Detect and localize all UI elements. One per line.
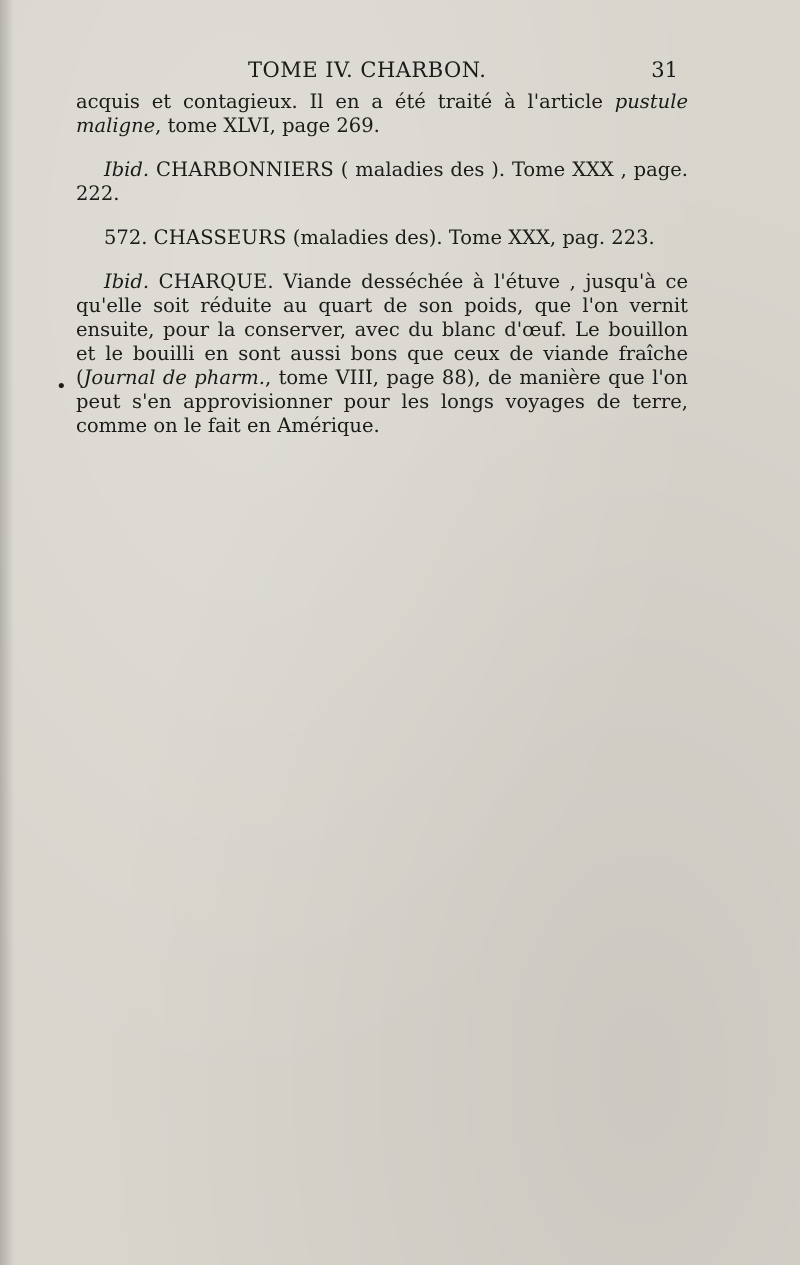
- entry-ref: Ibid.: [104, 270, 150, 293]
- entry-term: CHARQUE.: [158, 270, 274, 293]
- entry-charque: [76, 270, 688, 438]
- entry-text: ( maladies des ). Tome XXX , page. 222.: [76, 158, 689, 205]
- entry-text: (maladies des). Tome XXX, pag. 223.: [286, 226, 655, 249]
- continued-text-end: , tome XLVI, page 269.: [155, 114, 380, 137]
- entry-number: 572.: [104, 226, 148, 249]
- entry-term: CHARBONNIERS: [156, 158, 334, 181]
- entry-term: CHASSEURS: [153, 226, 287, 249]
- article-reference: pustule maligne: [76, 90, 688, 137]
- page-number: 31: [651, 58, 678, 82]
- continued-text: acquis et contagieux. Il en a été traité à l'article: [76, 90, 615, 113]
- body-text: [76, 90, 688, 458]
- margin-mark: •: [56, 376, 67, 397]
- journal-reference: Journal de pharm.: [83, 366, 265, 389]
- running-title: TOME IV. CHARBON.: [248, 58, 487, 82]
- entry-ref: Ibid.: [104, 158, 150, 181]
- page-header: [76, 58, 686, 88]
- continued-paragraph: [76, 90, 688, 138]
- entry-text-end: , tome VIII, page 88), de manière que l'on peut s'en approvisionner pour les longs voyages de terre, comme on le fait en Amérique.: [76, 366, 688, 437]
- entry-charbonniers: [76, 158, 688, 206]
- entry-text: Viande desséchée à l'étuve , jusqu'à ce qu'elle soit réduite au quart de son poids, que l'on vernit ensuite, pour la conserver, avec du blanc d'œuf. Le bouillon et le bouilli en sont aussi bons que ceux de viande fraîche (: [76, 270, 688, 389]
- entry-chasseurs: [76, 226, 688, 250]
